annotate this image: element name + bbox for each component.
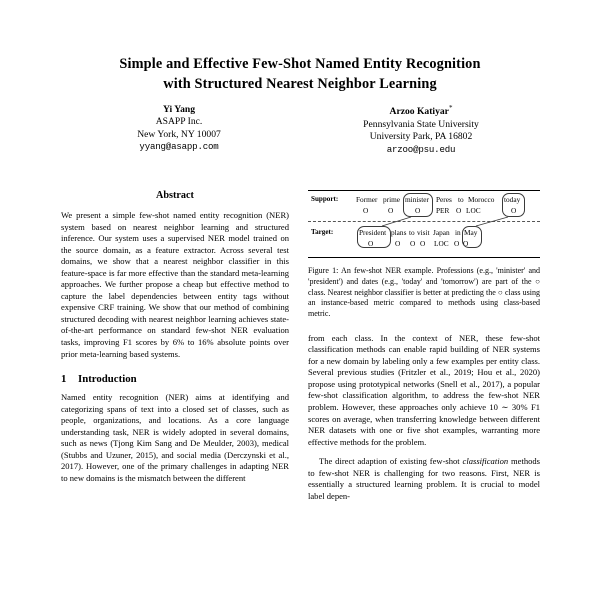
target-tag-4: LOC [434, 239, 449, 248]
figure-rule-bottom [308, 257, 540, 258]
author-1-email[interactable]: yyang@asapp.com [139, 141, 219, 153]
author-1 [58, 104, 300, 155]
section-title: Introduction [78, 373, 137, 386]
target-tag-1: O [395, 239, 401, 248]
author-block [58, 104, 542, 155]
title-line-1: Simple and Effective Few-Shot Named Entity Recognition [119, 56, 481, 72]
support-token-6: today [504, 195, 521, 204]
right-paragraph-2 [308, 456, 540, 502]
right-column [308, 190, 540, 502]
support-tag-0: O [363, 206, 369, 215]
author-1-name-text: Yi Yang [162, 104, 196, 115]
right-paragraph-2-italic: classification [462, 456, 509, 467]
author-2-name-text: Arzoo Katiyar [389, 106, 449, 118]
author-1-name [58, 104, 300, 116]
support-token-4: to [458, 195, 464, 204]
support-tag-5: LOC [466, 206, 481, 215]
figure-rule-top [308, 190, 540, 191]
target-token-3: visit [417, 228, 430, 237]
support-token-5: Morocco [468, 195, 495, 204]
right-paragraph-2-post: methods to few-shot NER is challenging for two reasons. First, NER is essentially a structured learning problem. It is crucial to model label depen- [308, 456, 540, 501]
right-paragraph-1: from each class. In the context of NER, these few-shot classification methods can enable rapid building of NER systems for a new domain by labeling only a few examples per entity class. Several previous studies (Fritzler et al., 2019; Hou et al., 2020) propose using prototypical networks (Snell et al., 2017), a popular few-shot classification algorithm, to address the few-shot NER problem. However, these approaches only achieve 10 ∼ 30% F1 scores on average, when transferring knowledge between different NER datasets with one or five shot examples, warranting more effective methods for the problem. [308, 332, 540, 447]
target-token-0: President [359, 228, 387, 237]
target-tag-0: O [368, 239, 374, 248]
target-tag-2: O [410, 239, 416, 248]
target-tag-5: O [454, 239, 460, 248]
author-2 [300, 104, 542, 155]
section-number: 1 [61, 373, 67, 386]
support-tag-4: O [456, 206, 462, 215]
figure-1-caption: Figure 1: An few-shot NER example. Professions (e.g., 'minister' and 'president') and dates (e.g., 'today' and 'tomorrow') are part of the ○ class. Nearest neighbor classifier is better at predicting the ○ class using an instance-based metric compared to methods using class-based metric. [308, 266, 540, 318]
author-2-footnote-marker: * [448, 104, 453, 112]
right-paragraph-2-pre: The direct adaption of existing few-shot [319, 456, 463, 467]
support-row-label: Support: [311, 195, 339, 203]
target-token-5: in [455, 228, 461, 237]
target-token-6: May [464, 228, 478, 237]
support-tag-6: O [511, 206, 517, 215]
support-token-0: Former [356, 195, 378, 204]
target-token-4: Japan [433, 228, 450, 237]
target-token-2: to [409, 228, 415, 237]
figure-rule-dashed [308, 221, 540, 222]
abstract-heading: Abstract [156, 190, 194, 201]
support-highlight-today [502, 193, 525, 217]
figure-1-diagram [308, 190, 540, 258]
left-column [61, 190, 289, 484]
author-1-affiliation-1: ASAPP Inc. [155, 116, 203, 128]
title-line-2: with Structured Nearest Neighbor Learning [163, 76, 437, 93]
support-tag-2: O [415, 206, 421, 215]
support-tag-1: O [388, 206, 394, 215]
author-2-name [300, 104, 542, 119]
abstract-text: We present a simple few-shot named entity recognition (NER) system based on nearest neighbor learning and structured inference. Our system uses a supervised NER model trained on the source domain, as a feature extractor. Across several test domains, we show that a nearest neighbor classifier in this feature-space is far more effective than the standard meta-learning approaches. We further propose a cheap but effective method to capture the label dependencies between entity tags without expensive CRF training. We show that our method of combining structured decoding with nearest neighbor learning achieves state-of-the-art performance on standard few-shot NER evaluation tasks, improving F1 scores by 6% to 16% absolute points over prior meta-learning based systems. [61, 210, 289, 359]
author-2-email[interactable]: arzoo@psu.edu [386, 143, 456, 155]
support-token-1: prime [383, 195, 401, 204]
target-tag-3: O [420, 239, 426, 248]
target-highlight-president [357, 226, 391, 248]
target-highlight-may [462, 226, 482, 248]
target-row-label: Target: [311, 228, 334, 236]
figure-1 [308, 190, 540, 320]
intro-paragraph-1: Named entity recognition (NER) aims at identifying and categorizing spans of text into a closed set of classes, such as people, organizations, and locations. As a core language understanding task, NER is widely adopted in several domains, such as news (Tjong Kim Sang and De Meulder, 2003), medical (Stubbs and Uzuner, 2015), and social media (Derczynski et al., 2017). However, one of the primary challenges in adapting NER to new domains is the mismatch between the different [61, 392, 289, 483]
section-heading-introduction [61, 373, 289, 385]
author-1-affiliation-2: New York, NY 10007 [137, 128, 221, 140]
support-token-3: Peres [436, 195, 452, 204]
author-2-affiliation-1: Pennsylvania State University [363, 118, 479, 130]
author-2-affiliation-2: University Park, PA 16802 [369, 131, 473, 143]
page-title [60, 54, 540, 95]
support-tag-3: PER [436, 206, 450, 215]
support-token-2: minister [405, 195, 429, 204]
target-token-1: plans [391, 228, 407, 237]
target-tag-6: O [463, 239, 469, 248]
support-highlight-minister [403, 193, 433, 217]
